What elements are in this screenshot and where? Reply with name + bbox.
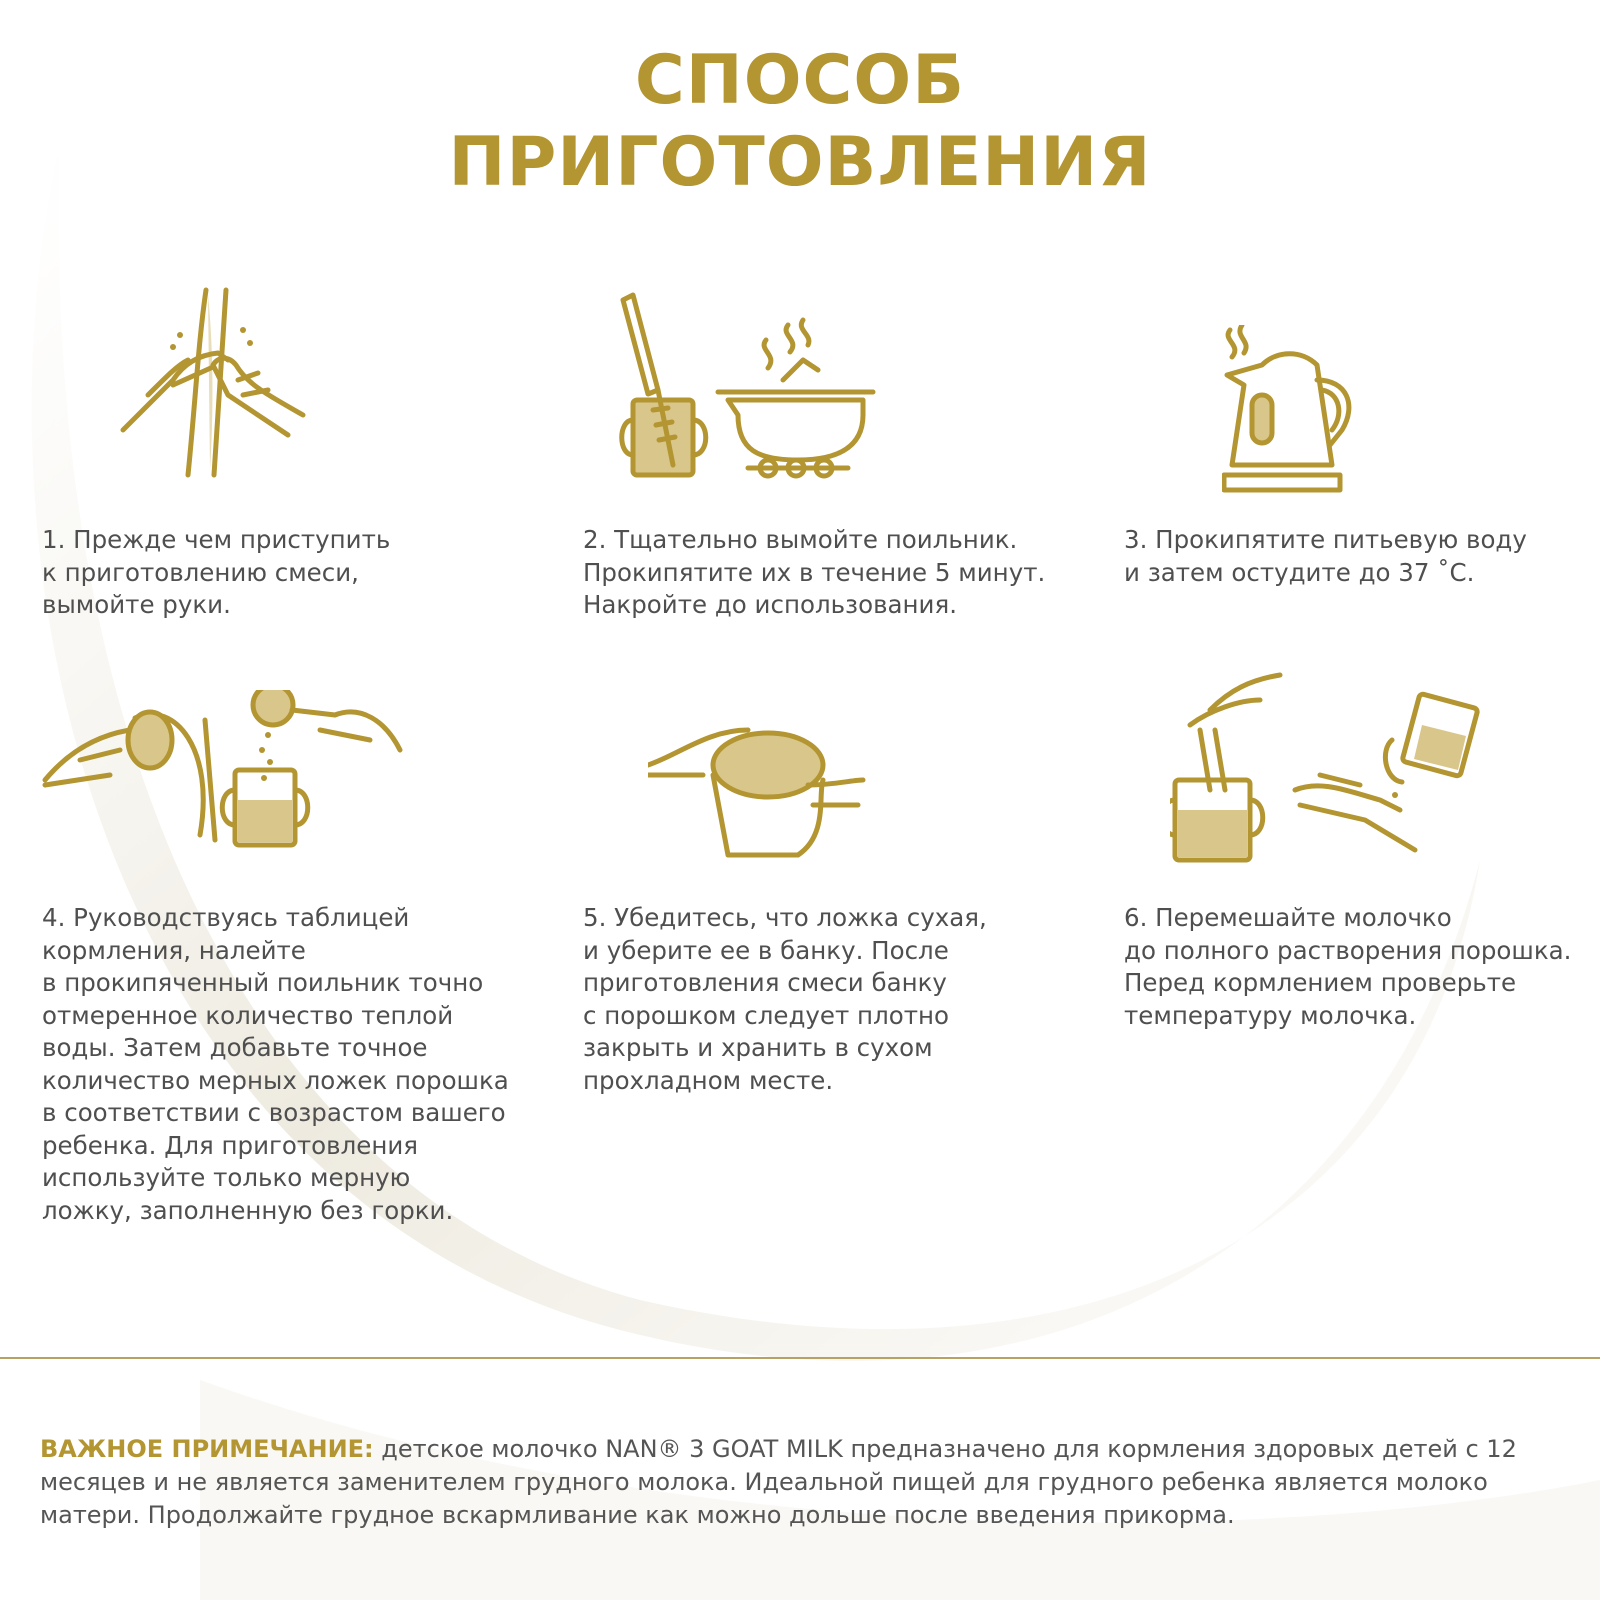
step-6-text: 6. Перемешайте молочко до полного растворения порошка. Перед кормлением проверьте температуру молочка. (1124, 903, 1572, 1030)
kettle-icon (1222, 325, 1372, 495)
step-4-text: 4. Руководствуясь таблицей кормления, налейте в прокипяченный поильник точно отмеренное количество теплой воды. Затем добавьте точное количество мерных ложек порошка в соответствии с возрастом вашего ребенка. Для приготовления используйте только мерную ложку, заполненную без горки. (42, 903, 509, 1225)
step-2-text: 2. Тщательно вымойте поильник. Прокипятите их в течение 5 минут. Накройте до использования. (583, 525, 1046, 619)
step-1-text: 1. Прежде чем приступить к приготовлению смеси, вымойте руки. (42, 525, 391, 619)
pour-powder-icon (40, 690, 410, 860)
title-line-1: СПОСОБ (634, 41, 966, 120)
hand-washing-icon (118, 285, 308, 485)
bottle-boiling-icon (618, 290, 888, 490)
note-text: детское молочко NAN® 3 GOAT MILK предназначено для кормления здоровых детей с 12 месяцев и не является заменителем грудного молока. Идеальной пищей для грудного ребенка является молоко матери. Продолжайте грудное вскармливание как можно дольше после введения прикорма. (40, 1435, 1517, 1529)
stir-check-icon (1170, 670, 1500, 865)
page-title (0, 40, 1600, 204)
close-jar-icon (648, 725, 868, 865)
important-note (40, 1433, 1570, 1532)
section-divider (0, 1357, 1600, 1359)
note-label: ВАЖНОЕ ПРИМЕЧАНИЕ: (40, 1435, 374, 1463)
title-line-2: ПРИГОТОВЛЕНИЯ (448, 123, 1152, 202)
step-3-text: 3. Прокипятите питьевую воду и затем остудите до 37 ˚С. (1124, 525, 1527, 587)
step-5-text: 5. Убедитесь, что ложка сухая, и уберите ее в банку. После приготовления смеси банку с порошком следует плотно закрыть и хранить в сухом прохладном месте. (583, 903, 987, 1095)
